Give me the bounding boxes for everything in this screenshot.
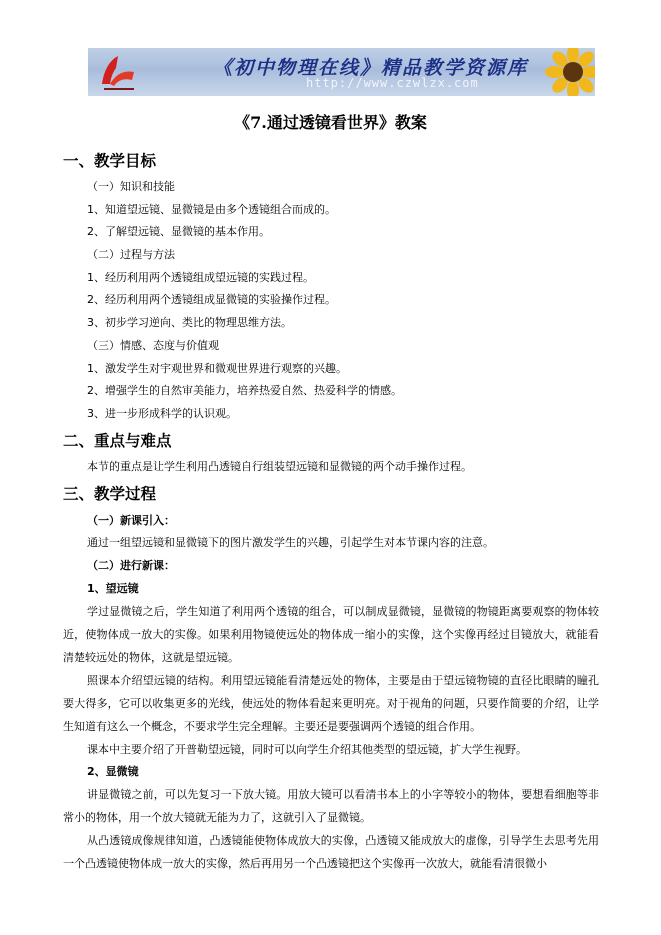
list-item: 2、经历利用两个透镜组成显微镜的实验操作过程。 (87, 293, 336, 306)
banner-title: 《初中物理在线》精品教学资源库 (213, 57, 529, 79)
list-item: 3、进一步形成科学的认识观。 (87, 407, 237, 420)
list-item: 1、经历利用两个透镜组成望远镜的实践过程。 (87, 271, 314, 284)
paragraph-telescope-2: 照课本介绍望远镜的结构。利用望远镜能看清楚远处的物体，主要是由于望远镜物镜的直径比眼睛的瞳孔要大得多，它可以收集更多的光线，使远处的物体看起来更明亮。对于视角的问题，只要作简要的介绍，让学生知道有这么一个概念，不要求学生完全理解。主要还是要强调两个透镜的组合作用。 (63, 674, 599, 733)
subheading-values: （三）情感、态度与价值观 (87, 339, 219, 352)
header-banner (88, 48, 595, 96)
paragraph-telescope-1: 学过显微镜之后，学生知道了利用两个透镜的组合，可以制成显微镜，显微镜的物镜距离要观察的物体较近，使物体成一放大的实像。如果利用物镜使远处的物体成一缩小的实像，这个实像再经过目镜放大，就能看清楚较远处的物体，这就是望远镜。 (63, 605, 599, 664)
subheading-new-lesson: （二）进行新课： (87, 559, 175, 572)
topic-microscope: 2、显微镜 (87, 765, 139, 778)
banner-url: http://www.czwlzx.com (306, 76, 479, 90)
key-points-text: 本节的重点是让学生利用凸透镜自行组装望远镜和显微镜的两个动手操作过程。 (87, 460, 472, 473)
subheading-intro: （一）新课引入： (87, 514, 175, 527)
list-item: 1、激发学生对宇观世界和微观世界进行观察的兴趣。 (87, 362, 347, 375)
list-item: 3、初步学习逆向、类比的物理思维方法。 (87, 316, 292, 329)
list-item: 1、知道望远镜、显微镜是由多个透镜组合而成的。 (87, 203, 336, 216)
section-heading-objectives: 一、教学目标 (63, 151, 157, 170)
section-heading-key-points: 二、重点与难点 (63, 431, 172, 450)
subheading-knowledge: （一）知识和技能 (87, 180, 175, 193)
sunflower-icon (543, 48, 595, 96)
list-item: 2、增强学生的自然审美能力，培养热爱自然、热爱科学的情感。 (87, 384, 402, 397)
document-title: 《7.通过透镜看世界》教案 (234, 113, 427, 132)
paragraph-microscope-2: 从凸透镜成像规律知道，凸透镜能使物体成放大的实像，凸透镜又能成放大的虚像，引导学生去思考先用一个凸透镜使物体成一放大的实像，然后再用另一个凸透镜把这个实像再一次放大，就能看清很微小 (63, 834, 599, 870)
section-heading-process: 三、教学过程 (63, 484, 157, 503)
list-item: 2、了解望远镜、显微镜的基本作用。 (87, 225, 270, 238)
subheading-process: （二）过程与方法 (87, 248, 175, 261)
paragraph-telescope-3: 课本中主要介绍了开普勒望远镜，同时可以向学生介绍其他类型的望远镜，扩大学生视野。 (87, 743, 527, 756)
site-logo (94, 50, 138, 94)
intro-text: 通过一组望远镜和显微镜下的图片激发学生的兴趣，引起学生对本节课内容的注意。 (87, 536, 494, 549)
paragraph-microscope-1: 讲显微镜之前，可以先复习一下放大镜。用放大镜可以看清书本上的小字等较小的物体，要想看细胞等非常小的物体，用一个放大镜就无能为力了，这就引入了显微镜。 (63, 788, 599, 824)
topic-telescope: 1、望远镜 (87, 582, 139, 595)
